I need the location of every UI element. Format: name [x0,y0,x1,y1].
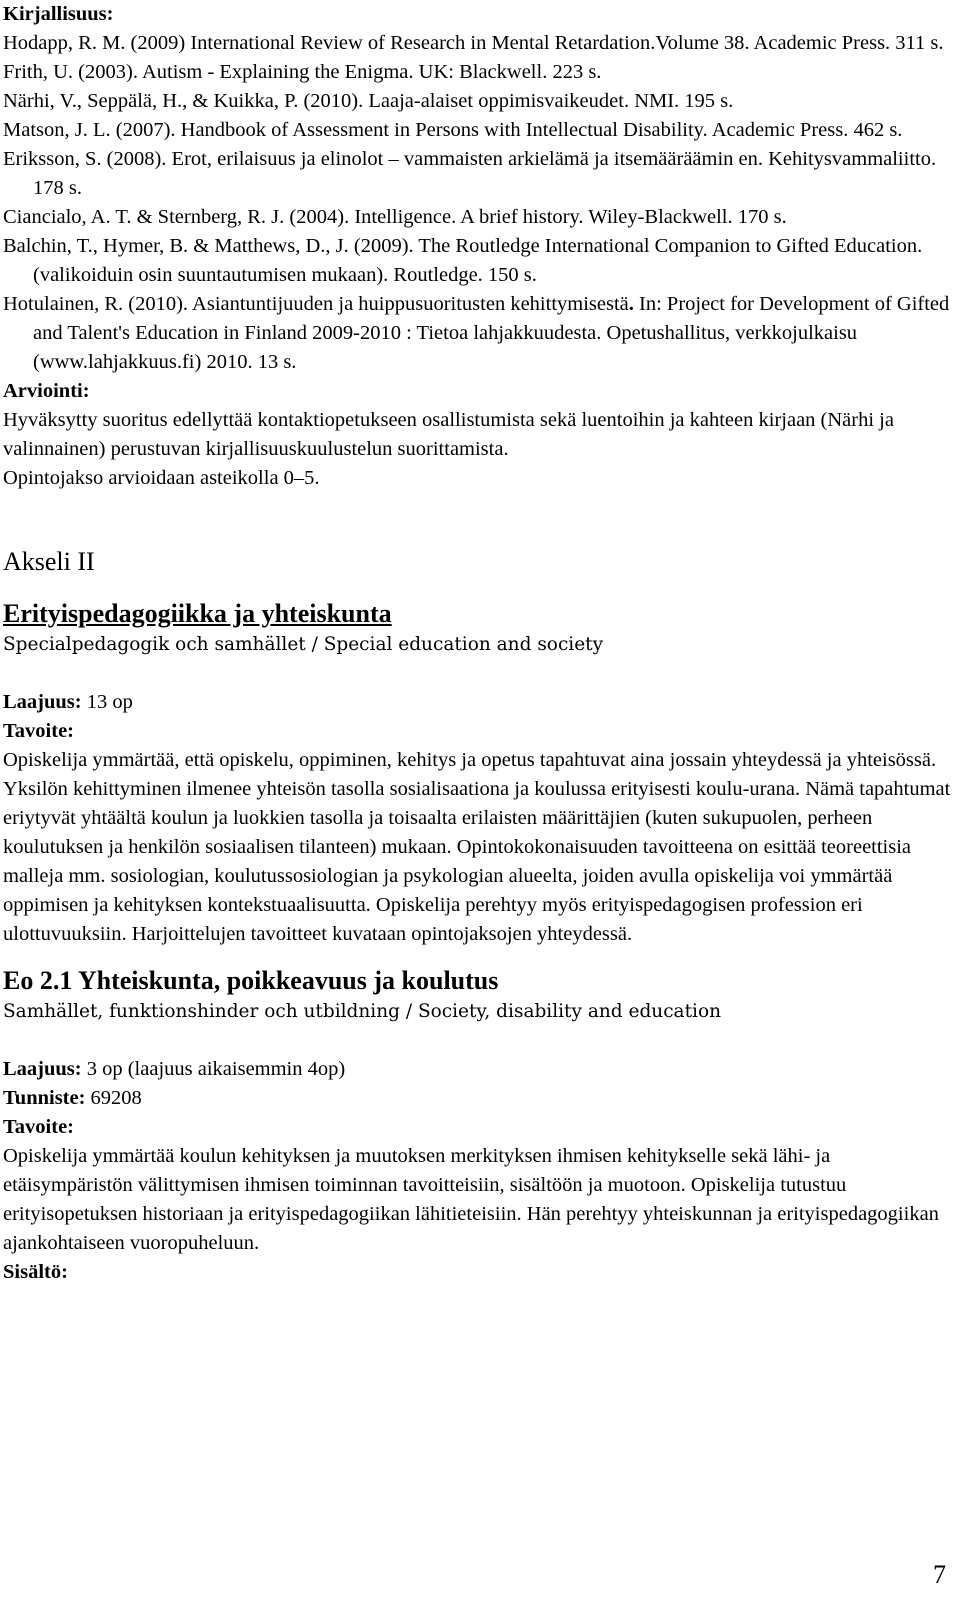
reference-item: Ciancialo, A. T. & Sternberg, R. J. (2004). Intelligence. A brief history. Wiley-Blackwell. 170 s. [3,206,787,228]
spacer [3,659,953,688]
document-page [3,0,953,1287]
tunniste-value: 69208 [85,1087,142,1109]
arviointi-scale-text: Opintojakso arvioidaan asteikolla 0–5. [3,467,320,489]
spacer [3,1026,953,1055]
section-heading: Erityispedagogiikka ja yhteiskunta [3,599,392,628]
course-tavoite-text: Opiskelija ymmärtää koulun kehityksen ja muutoksen merkityksen ihmisen kehitykselle sekä lähi- ja etäisympäristön välittymisen ihmisen toiminnan tavoitteisiin, sisältöön ja muotoon. Opiskelija tutustuu erityisopetuksen historiaan ja erityispedagogiikan lähitieteisiin. Hän perehtyy yhteiskunnan ja erityispedagogiikan ajankohtaiseen vuoropuheluun. [3,1145,939,1254]
reference-item: Balchin, T., Hymer, B. & Matthews, D., J. (2009). The Routledge International Companion to Gifted Education. (valikoiduin osin suuntautumisen mukaan). Routledge. 150 s. [3,235,923,286]
reference-item-hotulainen [3,290,953,377]
literature-heading: Kirjallisuus: [3,3,114,25]
laajuus-value: 13 op [81,691,133,713]
sisalto-label: Sisältö: [3,1261,68,1283]
tavoite-text: Opiskelija ymmärtää, että opiskelu, oppiminen, kehitys ja opetus tapahtuvat aina jossain yhteydessä ja yhteisössä. Yksilön kehittyminen ilmenee yhteisön tasolla sosialisaationa ja koulussa erityisesti koulu-urana. Nämä tapahtumat eriytyvät yhtäältä koulun ja luokkien tasolla ja toisaalta erilaisten määrittäjien (kuten sukupuolen, perheen koulutuksen ja henkilön sosiaalisen tilanteen) mukaan. Opintokokonaisuuden tavoitteena on esittää teoreettisia malleja mm. sosiologian, koulutussosiologian ja psykologian alueelta, joiden avulla opiskelija voi ymmärtää oppimisen ja kehityksen kontekstuaalisuutta. Opiskelija perehtyy myös erityispedagogisen profession eri ulottuvuuksiin. Harjoittelujen tavoitteet kuvataan opintojaksojen yhteydessä. [3,749,951,945]
laajuus-value: 3 op (laajuus aikaisemmin 4op) [81,1058,346,1080]
reference-text: Hotulainen, R. (2010). Asiantuntijuuden ja huippusuoritusten kehittymisestä [3,293,629,315]
section-subtitle: Specialpedagogik och samhället / Special education and society [3,634,604,655]
laajuus-label: Laajuus: [3,1058,82,1080]
page-number: 7 [933,1560,946,1589]
literature-list [3,29,953,377]
tavoite-label: Tavoite: [3,720,74,742]
reference-bold-dot: . [628,293,634,315]
course-subtitle: Samhället, funktionshinder och utbildning / Society, disability and education [3,1001,721,1022]
reference-item: Närhi, V., Seppälä, H., & Kuikka, P. (2010). Laaja-alaiset oppimisvaikeudet. NMI. 195 s. [3,90,734,112]
laajuus-label: Laajuus: [3,691,82,713]
course-heading: Eo 2.1 Yhteiskunta, poikkeavuus ja koulutus [3,966,499,995]
reference-item: Hodapp, R. M. (2009) International Review of Research in Mental Retardation.Volume 38. Academic Press. 311 s. [3,32,944,54]
axis-title: Akseli II [3,547,95,576]
reference-item: Frith, U. (2003). Autism - Explaining the Enigma. UK: Blackwell. 223 s. [3,61,602,83]
reference-item: Eriksson, S. (2008). Erot, erilaisuus ja elinolot – vammaisten arkielämä ja itsemääräämin en. Kehitysvammaliitto. 178 s. [3,148,937,199]
course-tunniste-line [3,1084,953,1113]
course-laajuus-line [3,1055,953,1084]
arviointi-heading: Arviointi: [3,380,90,402]
reference-item: Matson, J. L. (2007). Handbook of Assessment in Persons with Intellectual Disability. Academic Press. 462 s. [3,119,903,141]
laajuus-line [3,688,953,717]
reference-text: In: Project for Development of Gifted and Talent's Education in Finland 2009-2010 : Tietoa lahjakkuudesta. Opetushallitus, verkkojulkaisu (www.lahjakkuus.fi) 2010. 13 s. [33,293,950,373]
arviointi-text: Hyväksytty suoritus edellyttää kontaktiopetukseen osallistumista sekä luentoihin ja kahteen kirjaan (Närhi ja valinnainen) perustuvan kirjallisuuskuulustelun suorittamista. [3,409,894,460]
course-tavoite-label: Tavoite: [3,1116,74,1138]
tunniste-label: Tunniste: [3,1087,86,1109]
